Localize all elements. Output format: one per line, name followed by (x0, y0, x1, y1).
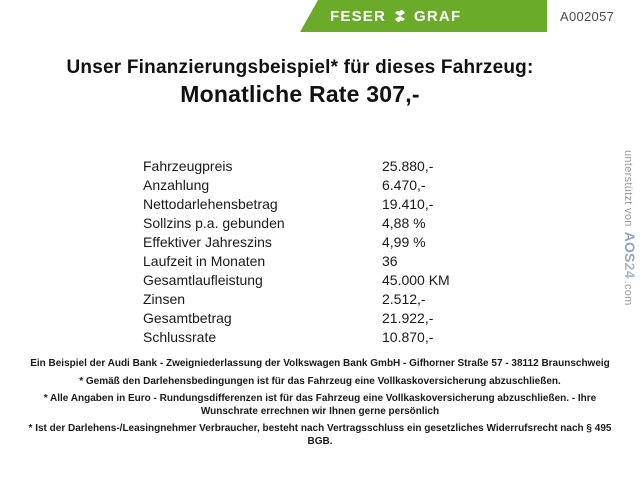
credit-brand-main: AOS (622, 231, 638, 263)
figure-label: Fahrzeugpreis (143, 158, 233, 174)
table-row (143, 196, 483, 215)
figure-label: Effektiver Jahreszins (143, 234, 272, 250)
financing-figures-table (143, 158, 483, 348)
table-row (143, 215, 483, 234)
credit-brand-suffix: 24 (622, 262, 638, 279)
credit-brand (622, 232, 638, 279)
table-row (143, 310, 483, 329)
figure-label: Gesamtbetrag (143, 310, 232, 326)
page-subtitle-rate: Monatliche Rate 307,- (180, 81, 420, 107)
figure-label: Nettodarlehensbetrag (143, 196, 278, 212)
brand-name-second: GRAF (414, 7, 462, 25)
brand-name-first: FESER (330, 7, 387, 25)
brand-logo (330, 0, 461, 32)
footnote-currency: * Alle Angaben in Euro - Rundungsdifferenzen ist für das Fahrzeug eine Vollkaskoversicherung abzuschließen. - Ihre Wunschrate errechnen wir Ihnen gerne persönlich (43, 393, 597, 417)
figure-value: 6.470,- (382, 177, 426, 193)
article-number: A002057 (560, 8, 615, 24)
figure-label: Gesamtlaufleistung (143, 272, 263, 288)
figure-value: 19.410,- (382, 196, 434, 212)
figure-label: Schlussrate (143, 329, 217, 345)
table-row (143, 253, 483, 272)
footnote-withdrawal: * Ist der Darlehens-/Leasingnehmer Verbraucher, besteht nach Vertragsschluss ein gesetzliches Widerrufsrecht nach § 495 BGB. (28, 423, 612, 447)
table-row (143, 329, 483, 348)
figure-value: 4,99 % (382, 234, 426, 250)
page-header (0, 0, 640, 32)
clover-icon (393, 9, 407, 23)
figure-value: 2.512,- (382, 291, 426, 307)
credit-label: unterstützt von (622, 150, 634, 227)
table-row (143, 272, 483, 291)
footnote-bank: Ein Beispiel der Audi Bank - Zweigniederlassung der Volkswagen Bank GmbH - Gifhorner Straße 57 - 38112 Braunschweig (30, 358, 610, 369)
figure-value: 45.000 KM (382, 272, 450, 288)
figure-label: Anzahlung (143, 177, 210, 193)
credit-brand-tld: .com (622, 280, 634, 306)
figure-value: 25.880,- (382, 158, 434, 174)
footnote-insurance: * Gemäß den Darlehensbedingungen ist für das Fahrzeug eine Vollkaskoversicherung abzuschließen. (79, 375, 561, 387)
figure-value: 4,88 % (382, 215, 426, 231)
figure-value: 36 (382, 253, 398, 269)
figure-label: Laufzeit in Monaten (143, 253, 266, 269)
figure-value: 21.922,- (382, 310, 434, 326)
page-title: Unser Finanzierungsbeispiel* für dieses Fahrzeug: (66, 57, 534, 78)
footnotes (20, 358, 620, 448)
table-row (143, 234, 483, 253)
supported-by-credit (612, 150, 638, 350)
table-row (143, 177, 483, 196)
table-row (143, 158, 483, 177)
table-row (143, 291, 483, 310)
figure-label: Zinsen (143, 291, 186, 307)
figure-value: 10.870,- (382, 329, 434, 345)
figure-label: Sollzins p.a. gebunden (143, 215, 285, 231)
